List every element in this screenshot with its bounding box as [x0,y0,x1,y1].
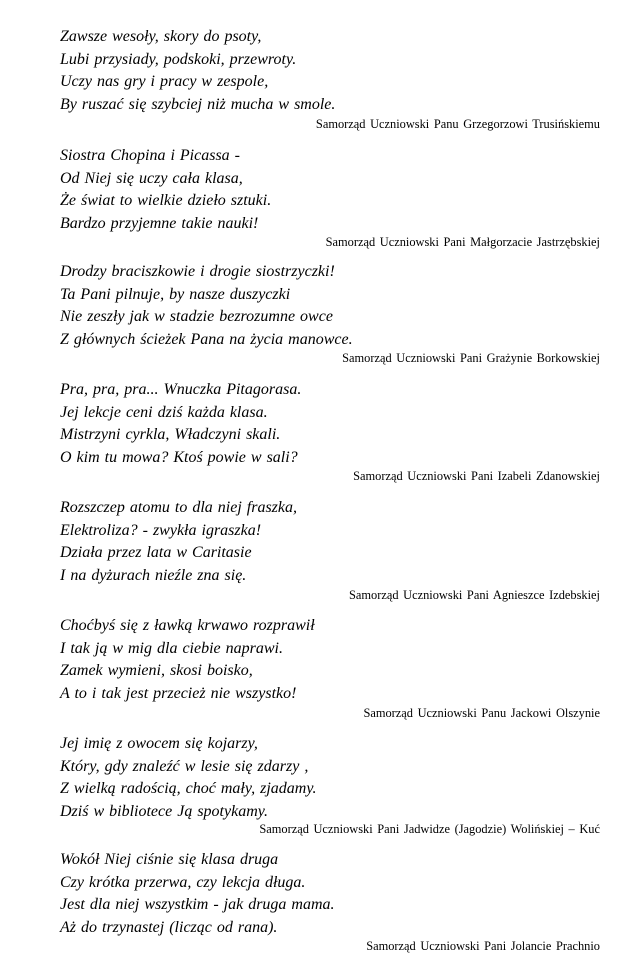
verse-line: I tak ją w mig dla ciebie naprawi. [60,639,283,657]
verse-line: I na dyżurach nieźle zna się. [60,567,247,585]
verse-line: Zawsze wesoły, skory do psoty, [60,28,262,45]
verse-line: Wokół Niej ciśnie się klasa druga [60,851,279,868]
verse-line: Działa przez lata w Caritasie [60,544,252,562]
verse-line: Że świat to wielkie dzieło sztuki. [60,192,272,210]
poem-verse [60,849,580,940]
verse-line: Z głównych ścieżek Pana na życia manowce. [60,331,353,349]
verse-line: Ta Pani pilnuje, by nasze duszyczki [60,285,291,303]
verse-line: Nie zeszły jak w stadzie bezrozumne owce [60,308,333,326]
verse-line: Dziś w bibliotece Ją spotykamy. [60,803,268,821]
verse-line: By ruszać się szybciej niż mucha w smole. [60,96,336,114]
poem-verse [60,145,580,236]
verse-line: Drodzy braciszkowie i drogie siostrzyczki! [60,263,335,280]
poem-signature: Samorząd Uczniowski Pani Izabeli Zdanowskiej [353,469,600,483]
verse-line: Bardzo przyjemne takie nauki! [60,215,259,233]
verse-line: Jest dla niej wszystkim - jak druga mama. [60,896,335,914]
poem-signature: Samorząd Uczniowski Pani Grażynie Borkowskiej [342,351,600,365]
poem-verse [60,615,580,706]
poem-signature: Samorząd Uczniowski Pani Małgorzacie Jastrzębskiej [325,235,600,249]
verse-line: Z wielką radością, choć mały, zjadamy. [60,780,317,798]
poem-signature: Samorząd Uczniowski Pani Jolancie Prachnio [366,939,600,953]
poem-signature: Samorząd Uczniowski Pani Agnieszce Izdebskiej [349,588,600,602]
verse-line: Uczy nas gry i pracy w zespole, [60,73,269,91]
poem-verse [60,497,580,588]
verse-line: Który, gdy znaleźć w lesie się zdarzy , [60,757,309,775]
verse-line: Lubi przysiady, podskoki, przewroty. [60,50,297,68]
poem-signature: Samorząd Uczniowski Panu Jackowi Olszynie [363,706,600,720]
poem-verse [60,733,580,824]
verse-line: Siostra Chopina i Picassa - [60,147,241,164]
verse-line: Od Niej się uczy cała klasa, [60,169,243,187]
poem-verse [60,26,580,117]
poem-verse [60,379,580,470]
verse-line: Mistrzyni cyrkla, Władczyni skali. [60,426,281,444]
verse-line: Rozszczep atomu to dla niej fraszka, [60,499,297,516]
verse-line: Elektroliza? - zwykła igraszka! [60,521,262,539]
poem-signature: Samorząd Uczniowski Panu Grzegorzowi Trusińskiemu [315,117,600,131]
verse-line: A to i tak jest przecież nie wszystko! [60,685,297,703]
verse-line: O kim tu mowa? Ktoś powie w sali? [60,449,298,467]
verse-line: Jej imię z owocem się kojarzy, [60,735,258,752]
verse-line: Pra, pra, pra... Wnuczka Pitagorasa. [60,381,302,398]
verse-line: Jej lekcje ceni dziś każda klasa. [60,403,268,421]
verse-line: Czy krótka przerwa, czy lekcja długa. [60,873,306,891]
poem-verse [60,261,580,352]
verse-line: Choćbyś się z ławką krwawo rozprawił [60,617,315,634]
verse-line: Zamek wymieni, skosi boisko, [60,662,253,680]
poem-signature: Samorząd Uczniowski Pani Jadwidze (Jagodzie) Wolińskiej – Kuć [259,822,600,836]
verse-line: Aż do trzynastej (licząc od rana). [60,919,278,937]
